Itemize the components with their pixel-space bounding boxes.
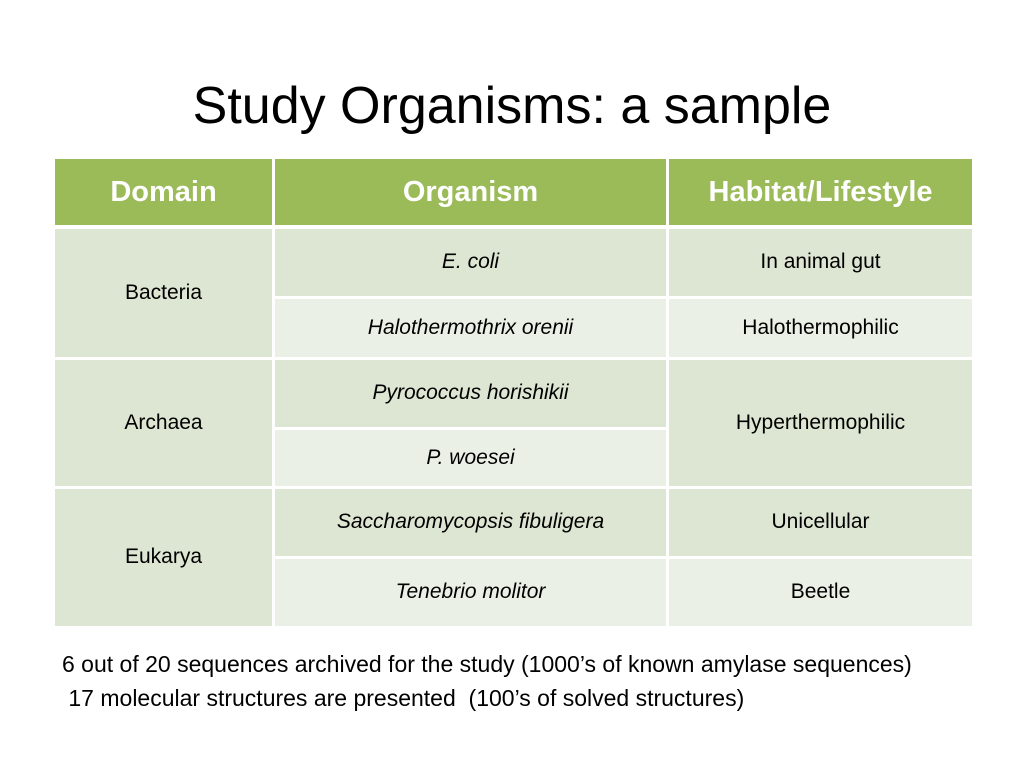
domain-cell-bacteria: Bacteria: [54, 227, 274, 358]
organism-cell: E. coli: [274, 227, 668, 297]
table-row: [54, 227, 974, 297]
header-organism: Organism: [274, 158, 668, 228]
organism-cell: Saccharomycopsis fibuligera: [274, 487, 668, 557]
table-header-row: [54, 158, 974, 228]
footnote-structures: 17 molecular structures are presented (100’s of solved structures): [62, 685, 745, 711]
slide-title: Study Organisms: a sample: [192, 77, 832, 135]
domain-cell-eukarya: Eukarya: [54, 487, 274, 627]
footnotes: [62, 647, 992, 715]
organisms-table: [52, 156, 975, 629]
footnote-sequences: 6 out of 20 sequences archived for the study (1000’s of known amylase sequences): [62, 651, 912, 677]
header-habitat: Habitat/Lifestyle: [668, 158, 974, 228]
habitat-cell: Hyperthermophilic: [668, 358, 974, 487]
table-row: [54, 358, 974, 428]
habitat-cell: Beetle: [668, 557, 974, 627]
organism-cell: Pyrococcus horishikii: [274, 358, 668, 428]
organism-cell: Halothermothrix orenii: [274, 297, 668, 358]
habitat-cell: In animal gut: [668, 227, 974, 297]
domain-cell-archaea: Archaea: [54, 358, 274, 487]
table-row: [54, 487, 974, 557]
habitat-cell: Unicellular: [668, 487, 974, 557]
habitat-cell: Halothermophilic: [668, 297, 974, 358]
header-domain: Domain: [54, 158, 274, 228]
organism-cell: P. woesei: [274, 428, 668, 487]
organism-cell: Tenebrio molitor: [274, 557, 668, 627]
